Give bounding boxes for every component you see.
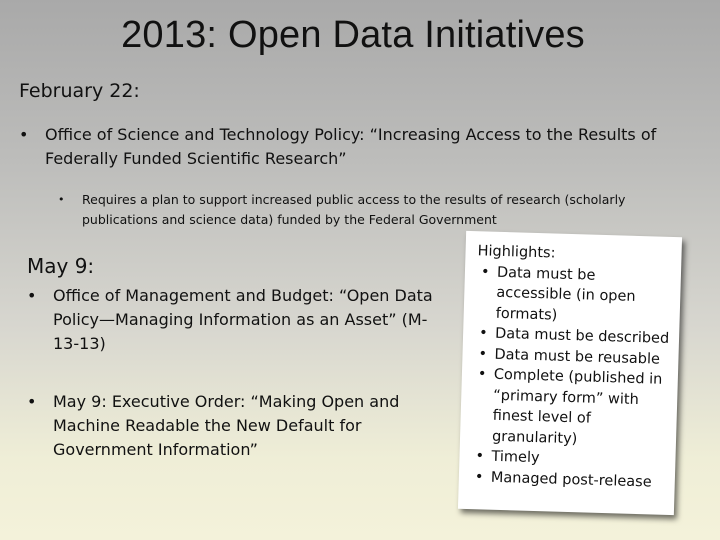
bullet-icon: • — [477, 366, 487, 383]
sub-bullet-text: Requires a plan to support increased public access to the results of research (scholarly publications and science data) funded by the Federal Government — [82, 192, 626, 227]
highlight-text: Data must be reusable — [494, 346, 661, 368]
sub-bullet-requirement — [58, 190, 668, 230]
bullet-icon: • — [474, 468, 484, 485]
highlight-text: Complete (published in “primary form” with finest level of granularity) — [491, 366, 663, 447]
bullet-text: Office of Management and Budget: “Open Data Policy—Managing Information as an Asset” (M-13-13) — [53, 286, 433, 353]
date-heading-feb: February 22: — [19, 80, 140, 102]
bullet-icon: • — [27, 286, 37, 305]
highlights-note-card — [458, 231, 682, 515]
bullet-icon: • — [27, 392, 37, 411]
bullet-icon: • — [478, 325, 488, 342]
bullet-omb-policy — [27, 284, 447, 356]
bullet-ostp-policy — [19, 123, 689, 171]
date-heading-may: May 9: — [27, 254, 95, 278]
highlight-text: Data must be accessible (in open formats) — [495, 264, 636, 324]
bullet-icon: • — [19, 125, 29, 144]
highlight-text: Timely — [491, 448, 540, 467]
bullet-icon: • — [475, 448, 485, 465]
bullet-text: Office of Science and Technology Policy: “Increasing Access to the Results of Federally Funded Scientific Research” — [45, 125, 657, 168]
bullet-icon: • — [478, 345, 488, 363]
highlight-text: Data must be described — [494, 325, 670, 347]
highlight-text: Managed post-release — [490, 469, 652, 490]
highlight-item — [470, 364, 670, 452]
bullet-text: May 9: Executive Order: “Making Open and Machine Readable the New Default for Government Information” — [53, 392, 400, 459]
highlight-item — [473, 262, 673, 329]
highlights-heading: Highlights: — [477, 243, 556, 262]
highlights-list — [469, 262, 674, 493]
slide-title: 2013: Open Data Initiatives — [121, 14, 585, 56]
bullet-icon: • — [480, 263, 490, 281]
bullet-icon: • — [58, 193, 65, 206]
bullet-executive-order — [27, 390, 447, 462]
